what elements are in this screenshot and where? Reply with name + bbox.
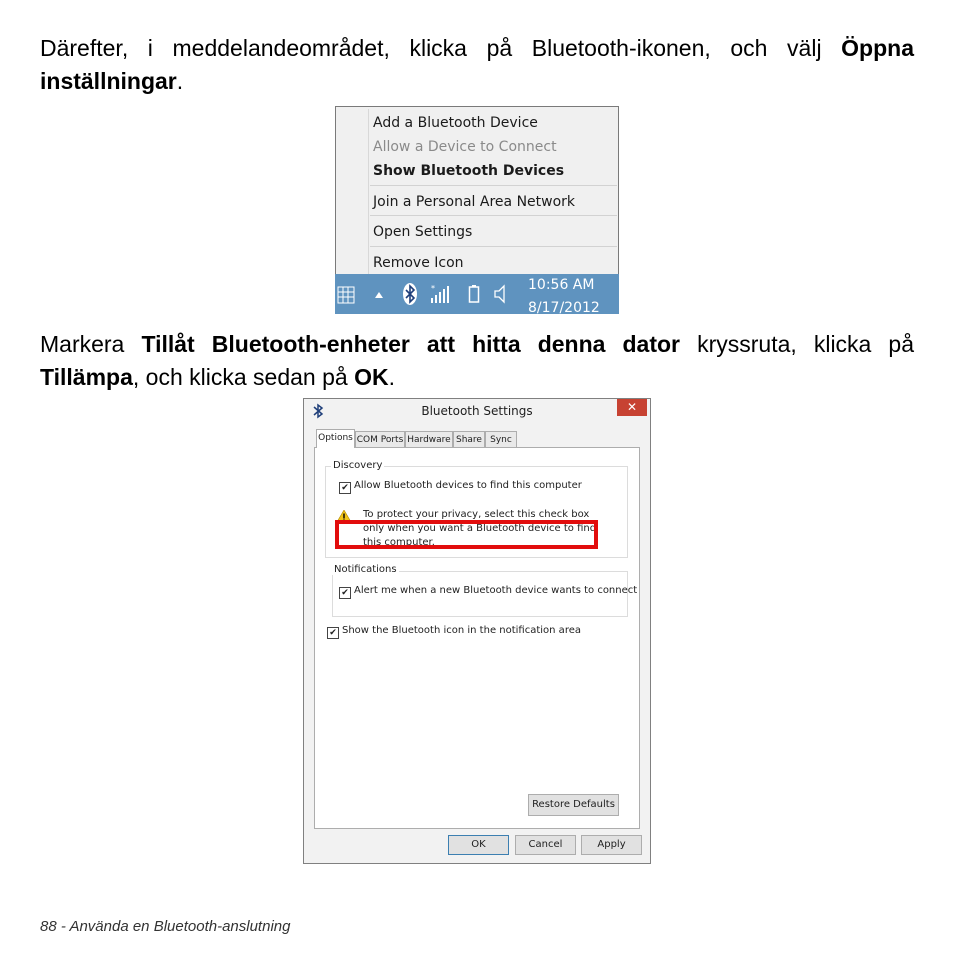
instruction-paragraph-1: Därefter, i meddelandeområdet, klicka på Bluetooth-ikonen, och välj Öppna inställningar.	[40, 35, 915, 94]
bluetooth-settings-dialog	[303, 398, 651, 864]
taskbar	[335, 274, 619, 314]
clock-date[interactable]: 8/17/2012	[528, 300, 600, 314]
menu-item-remove-icon[interactable]: Remove Icon	[373, 255, 464, 271]
clock-time[interactable]: 10:56 AM	[528, 277, 595, 293]
dialog-title: Bluetooth Settings	[421, 404, 533, 418]
discovery-label: Discovery	[333, 460, 383, 471]
menu-item-show-devices[interactable]: Show Bluetooth Devices	[373, 163, 565, 179]
open-settings-emphasis: Öppna inställningar	[40, 35, 915, 94]
tab-hardware[interactable]: Hardware	[405, 431, 453, 447]
show-hidden-icons-icon[interactable]	[374, 291, 384, 299]
context-menu	[335, 106, 619, 275]
apply-button[interactable]: Apply	[581, 835, 642, 855]
tab-com-ports[interactable]: COM Ports	[355, 431, 405, 447]
bluetooth-icon[interactable]	[403, 283, 417, 305]
battery-icon[interactable]	[468, 284, 480, 304]
speaker-icon[interactable]	[493, 284, 507, 304]
menu-separator	[370, 246, 617, 247]
menu-separator	[370, 215, 617, 216]
warning-text: To protect your privacy, select this check box only when you want a Bluetooth device to find this computer.	[363, 509, 597, 548]
menu-separator	[370, 185, 617, 186]
menu-item-join-pan[interactable]: Join a Personal Area Network	[373, 194, 576, 210]
notifications-label: Notifications	[334, 564, 397, 575]
network-signal-icon[interactable]	[430, 283, 450, 305]
ok-button[interactable]: OK	[448, 835, 509, 855]
bluetooth-context-menu-screenshot	[335, 106, 619, 314]
keyboard-icon[interactable]	[337, 286, 355, 304]
menu-item-open-settings[interactable]: Open Settings	[373, 224, 473, 240]
apply-emphasis: Tillämpa	[40, 364, 133, 390]
close-button[interactable]: ✕	[617, 399, 647, 416]
options-panel	[314, 447, 640, 829]
show-icon-checkbox[interactable]: ✔ Show the Bluetooth icon in the notification area	[327, 625, 581, 639]
ok-emphasis: OK	[354, 364, 389, 390]
check-icon: ✔	[327, 627, 339, 639]
allow-discovery-checkbox[interactable]: ✔ Allow Bluetooth devices to find this computer	[339, 480, 582, 494]
allow-discovery-emphasis: Tillåt Bluetooth-enheter att hitta denna dator	[141, 331, 680, 357]
menu-item-allow-connect: Allow a Device to Connect	[373, 139, 557, 155]
alert-connect-checkbox[interactable]: ✔ Alert me when a new Bluetooth device wants to connect	[339, 585, 637, 599]
tab-sync[interactable]: Sync	[485, 431, 517, 447]
highlight-box	[335, 520, 598, 549]
instruction-paragraph-2: Markera Tillåt Bluetooth-enheter att hitta denna dator kryssruta, klicka på Tillämpa, och klicka sedan på OK.	[40, 331, 914, 390]
cancel-button[interactable]: Cancel	[515, 835, 576, 855]
tab-share[interactable]: Share	[453, 431, 485, 447]
menu-gutter	[368, 109, 369, 275]
page-footer: 88 - Använda en Bluetooth-anslutning	[40, 918, 291, 935]
tab-options[interactable]: Options	[316, 429, 355, 448]
check-icon: ✔	[339, 482, 351, 494]
check-icon: ✔	[339, 587, 351, 599]
restore-defaults-button[interactable]: Restore Defaults	[528, 794, 619, 816]
svg-text:*: *	[431, 284, 435, 293]
menu-item-add-device[interactable]: Add a Bluetooth Device	[373, 115, 538, 131]
